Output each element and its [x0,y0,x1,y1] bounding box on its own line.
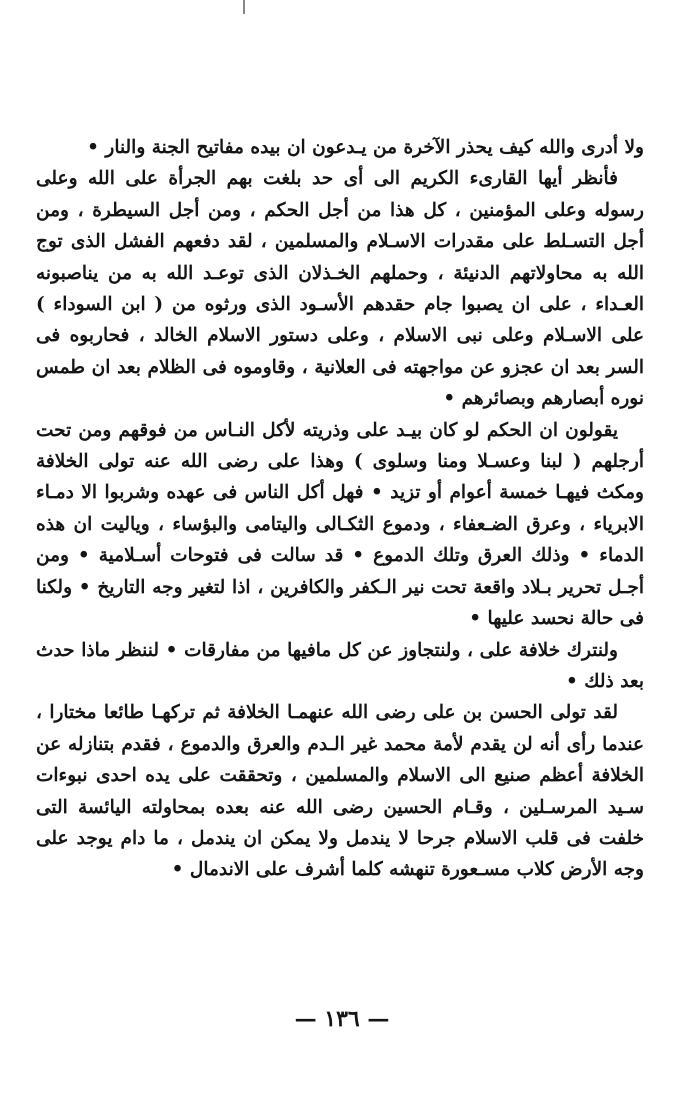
paragraph-4: ولنترك خلافة على ، ولنتجاوز عن كل مافيها من مفارقات • لننظر ماذا حدث بعد ذلك • [36,639,644,692]
paragraph-2: فأنظر أيها القارىء الكريم الى أى حد بلغت بهم الجرأة على الله وعلى رسوله وعلى المؤمنين ، كل هذا من أجل الحكم ، ومن أجل السيطرة ، ومن أجل التسـلط على مقدرات الاسـلام والمسلمين ، لقد دفعهم الفشل الذى توج الله به محاولاتهم الدنيئة ، وحملهم الخـذلان الذى توعـد الله به من يناصبونه العـداء ، على ان يصبوا جام حقدهم الأسـود الذى ورثوه من ( ابن السوداء ) على الاسـلام وعلى نبى الاسلام ، وعلى دستور الاسلام الخالد ، فحاربوه فى السر بعد ان عجزو عن مواجهته فى العلانية ، وقاوموه فى الظلام بعد ان طمس نوره أبصارهم وبصائرهم • [36,168,644,410]
body-text [36,132,644,886]
page-number: — ١٣٦ — [294,1006,390,1032]
top-edge-mark [243,0,245,14]
paragraph-3: يقولون ان الحكم لو كان بيـد على وذريته لأكل النـاس من فوقهم ومن تحت أرجلهم ( لبنا وعسـلا ومنا وسلوى ) وهذا على رضى الله عنه تولى الخلافة ومكث فيهـا خمسة أعوام أو تزيد • فهل أكل الناس فى عهده وشربوا الا دمـاء الابرياء ، وعرق الضـعفاء ، ودموع الثكـالى واليتامى والبؤساء ، وياليت ان هذه الدماء • وذلك العرق وتلك الدموع • قد سالت فى فتوحات أسـلامية • ومن أجـل تحرير بـلاد واقعة تحت نير الـكفر والكافرين ، اذا لتغير وجه التاريخ • ولكنا فى حالة نحسد عليها • [36,419,644,630]
paragraph-1: ولا أدرى والله كيف يحذر الآخرة من يـدعون ان بيده مفاتيح الجنة والنار • [87,137,644,158]
paragraph-5: لقد تولى الحسن بن على رضى الله عنهمـا الخلافة ثم تركهـا طائعا مختارا ، عندما رأى أنه لن يقدم لأمة محمد غير الـدم والعرق والدموع ، فقدم بتنازله عن الخلافة أعظم صنيع الى الاسلام والمسلمين ، وتحققت على يده احدى نبوءات سـيد المرسـلين ، وقـام الحسين رضى الله عنه بعده بمحاولته اليائسة التى خلفت فى قلب الاسلام جرحا لا يندمل ولا يمكن ان يندمل ، ما دام يوجد على وجه الأرض كلاب مسـعورة تنهشه كلما أشرف على الاندمال • [36,702,645,881]
